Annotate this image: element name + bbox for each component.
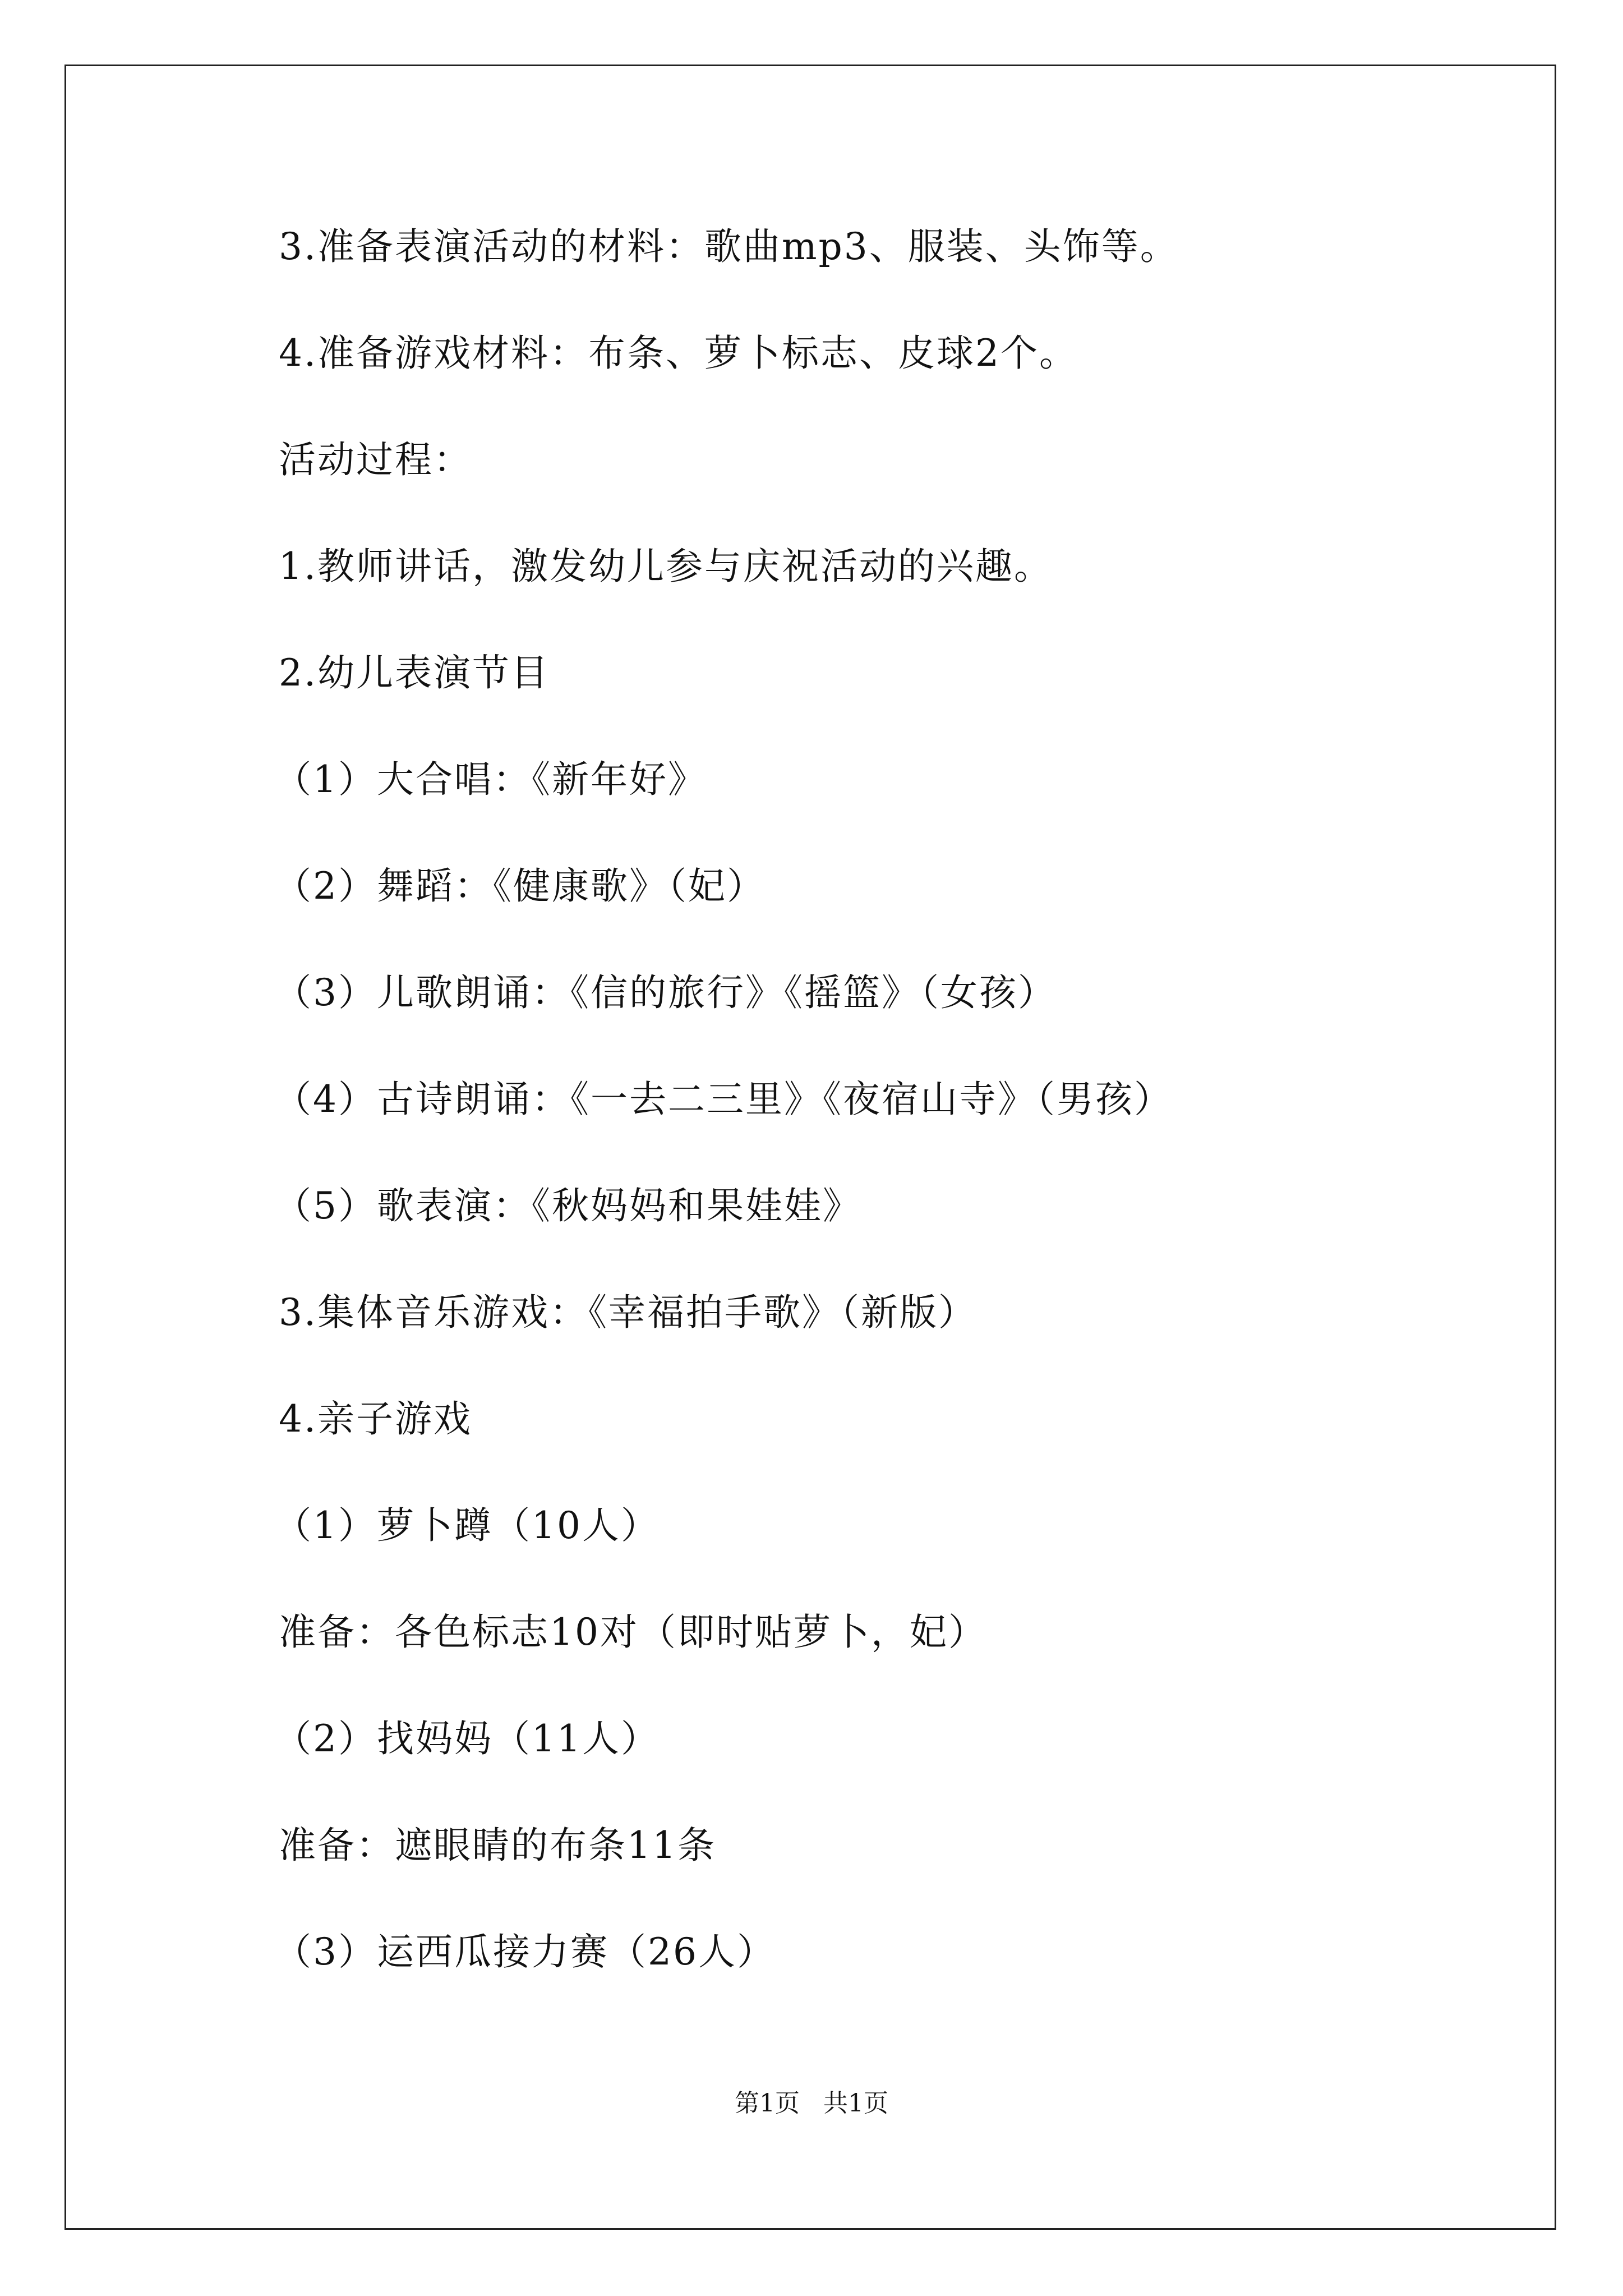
list-item: （1）大合唱：《新年好》 bbox=[274, 758, 707, 801]
list-item: （3）儿歌朗诵：《信的旅行》《摇篮》（女孩） bbox=[274, 971, 1057, 1014]
list-item: （3）运西瓜接力赛（26人） bbox=[274, 1930, 776, 1973]
page-footer: 第1页 共1页 bbox=[735, 2089, 888, 2118]
list-item: （4）古诗朗诵：《一去二三里》《夜宿山寺》（男孩） bbox=[274, 1078, 1173, 1121]
text-line: 3.准备表演活动的材料：歌曲mp3、服装、头饰等。 bbox=[279, 225, 1179, 268]
text-line: 准备：遮眼睛的布条11条 bbox=[279, 1824, 716, 1867]
text-line: 1.教师讲话，激发幼儿参与庆祝活动的兴趣。 bbox=[279, 545, 1053, 588]
text-line: 4.亲子游戏 bbox=[279, 1397, 472, 1441]
list-item: （2）找妈妈（11人） bbox=[274, 1717, 660, 1760]
text-line: 3.集体音乐游戏：《幸福拍手歌》（新版） bbox=[279, 1291, 977, 1334]
list-item: （5）歌表演：《秋妈妈和果娃娃》 bbox=[274, 1184, 861, 1227]
text-line: 2.幼儿表演节目 bbox=[279, 651, 550, 694]
section-heading: 活动过程： bbox=[279, 438, 472, 481]
document-body bbox=[274, 224, 1484, 2036]
list-item: （1）萝卜蹲（10人） bbox=[274, 1504, 660, 1547]
text-line: 4.准备游戏材料：布条、萝卜标志、皮球2个。 bbox=[279, 332, 1078, 375]
text-line: 准备：各色标志10对（即时贴萝卜，妃） bbox=[279, 1611, 987, 1654]
list-item: （2）舞蹈：《健康歌》（妃） bbox=[274, 864, 766, 908]
